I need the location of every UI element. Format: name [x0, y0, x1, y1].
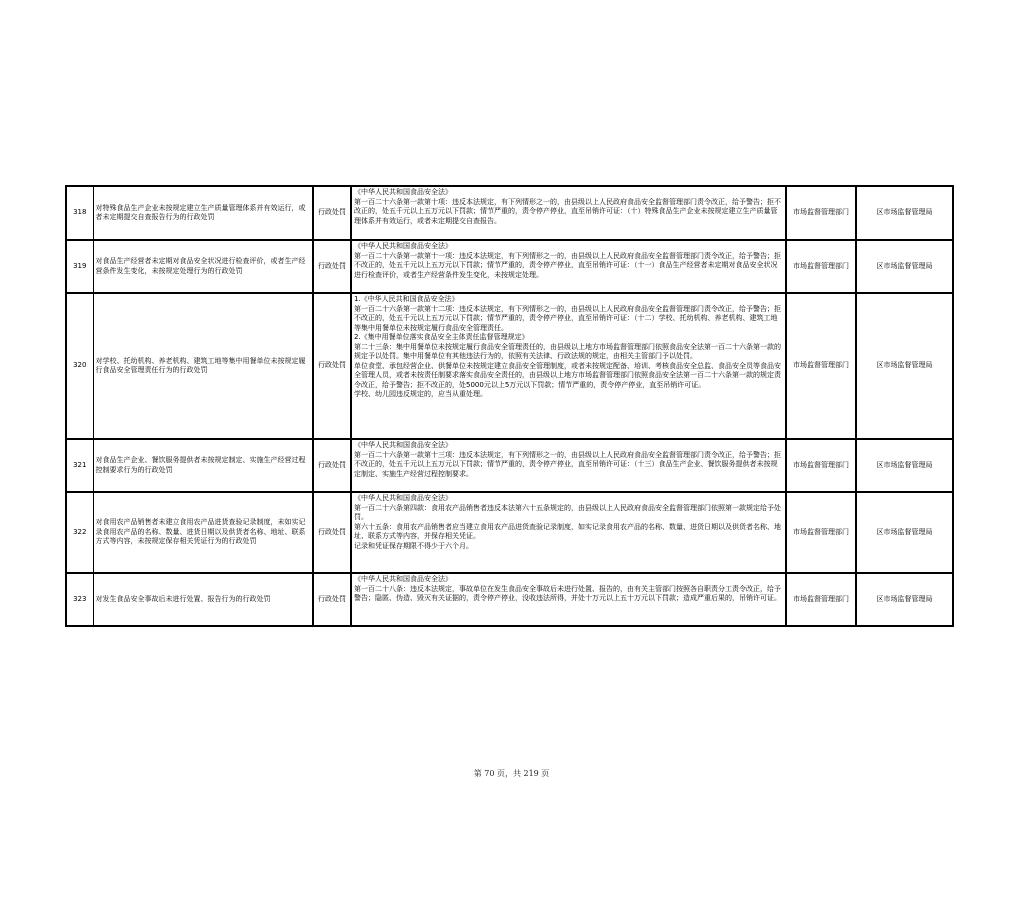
item-number: 323	[66, 573, 93, 626]
responsible-department: 市场监督管理部门	[786, 439, 856, 492]
table-row	[66, 293, 953, 439]
responsible-department: 市场监督管理部门	[786, 492, 856, 573]
table-body	[66, 186, 953, 626]
responsible-department: 市场监督管理部门	[786, 573, 856, 626]
basis-line: 第一百二十八条：违反本法规定，事故单位在发生食品安全事故后未进行处置、报告的，由有关主管部门按照各自职责分工责令改正，给予警告；隐匿、伪造、毁灭有关证据的，责令停产停业，没收违法所得，并处十万元以上五十万元以下罚款；造成严重后果的，吊销许可证。	[354, 584, 781, 602]
item-name: 对学校、托幼机构、养老机构、建筑工地等集中用餐单位未按规定履行食品安全管理责任行为的行政处罚	[93, 293, 313, 439]
table-row	[66, 186, 953, 240]
table-row	[66, 240, 953, 293]
legal-basis	[351, 573, 786, 626]
basis-line: 《中华人民共和国食品安全法》	[354, 441, 452, 449]
responsible-department: 市场监督管理部门	[786, 293, 856, 439]
basis-line: 第一百二十六条第四款：食用农产品销售者违反本法第六十五条规定的，由县级以上人民政府食品安全监督管理部门依照第一款规定给予处罚。	[354, 503, 781, 521]
basis-line: 《中华人民共和国食品安全法》	[354, 242, 452, 250]
item-type: 行政处罚	[313, 293, 351, 439]
basis-line: 单位食堂、承包经营企业、供餐单位未按规定建立食品安全管理制度，或者未按规定配备、培训、考核食品安全总监、食品安全员等食品安全管理人员，或者未按责任制要求落实食品安全责任的，由县级以上地方市场监督管理部门依照食品安全法第一百二十六条第一款的规定责令改正，给予警告；拒不改正的，处5000元以上5万元以下罚款；情节严重的，责令停产停业，直至吊销许可证。	[354, 361, 781, 389]
responsible-department: 市场监督管理部门	[786, 240, 856, 293]
item-type: 行政处罚	[313, 439, 351, 492]
table-row	[66, 492, 953, 573]
item-name: 对食品生产经营者未定期对食品安全状况进行检查评价，或者生产经营条件发生变化，未按规定处理行为的行政处罚	[93, 240, 313, 293]
basis-line: 《中华人民共和国食品安全法》	[354, 494, 452, 502]
responsible-department: 市场监督管理部门	[786, 186, 856, 240]
implementing-unit: 区市场监督管理局	[856, 492, 953, 573]
item-number: 319	[66, 240, 93, 293]
item-type: 行政处罚	[313, 186, 351, 240]
implementing-unit: 区市场监督管理局	[856, 240, 953, 293]
item-type: 行政处罚	[313, 492, 351, 573]
item-type: 行政处罚	[313, 240, 351, 293]
basis-line: 第一百二十六条第一款第十三项：违反本法规定，有下列情形之一的，由县级以上人民政府食品安全监督管理部门责令改正，给予警告；拒不改正的，处五千元以上五万元以下罚款；情节严重的，责令停产停业，直至吊销许可证：（十三）食品生产企业、餐饮服务提供者未按规定制定、实施生产经营过程控制要求。	[354, 450, 781, 478]
power-list-table	[65, 185, 954, 627]
basis-line: 学校、幼儿园违反规定的，应当从重处理。	[354, 390, 487, 398]
page-number: 第 70 页，共 219 页	[473, 769, 550, 778]
basis-line: 第六十五条：食用农产品销售者应当建立食用农产品进货查验记录制度，如实记录食用农产品的名称、数量、进货日期以及供货者名称、地址、联系方式等内容，并保存相关凭证。	[354, 522, 781, 540]
table-row	[66, 439, 953, 492]
item-number: 322	[66, 492, 93, 573]
table-row	[66, 573, 953, 626]
item-number: 318	[66, 186, 93, 240]
basis-line: 《中华人民共和国食品安全法》	[354, 575, 452, 583]
basis-line: 第一百二十六条第一款第十项：违反本法规定，有下列情形之一的，由县级以上人民政府食品安全监督管理部门责令改正，给予警告；拒不改正的，处五千元以上五万元以下罚款；情节严重的，责令停产停业，直至吊销许可证：（十）特殊食品生产企业未按规定建立生产质量管理体系并有效运行，或者未定期提交自查报告。	[354, 197, 781, 225]
basis-line: 1.《中华人民共和国食品安全法》	[354, 295, 459, 303]
item-number: 320	[66, 293, 93, 439]
item-name: 对特殊食品生产企业未按规定建立生产质量管理体系并有效运行，或者未定期提交自查报告行为的行政处罚	[93, 186, 313, 240]
basis-line: 《中华人民共和国食品安全法》	[354, 188, 452, 196]
item-name: 对食品生产企业、餐饮服务提供者未按规定制定、实施生产经营过程控制要求行为的行政处罚	[93, 439, 313, 492]
legal-basis	[351, 240, 786, 293]
legal-basis	[351, 492, 786, 573]
basis-line: 2.《集中用餐单位落实食品安全主体责任监督管理规定》	[354, 333, 529, 341]
implementing-unit: 区市场监督管理局	[856, 186, 953, 240]
legal-basis	[351, 293, 786, 439]
implementing-unit: 区市场监督管理局	[856, 293, 953, 439]
item-name: 对发生食品安全事故后未进行处置、报告行为的行政处罚	[93, 573, 313, 626]
implementing-unit: 区市场监督管理局	[856, 573, 953, 626]
implementing-unit: 区市场监督管理局	[856, 439, 953, 492]
item-type: 行政处罚	[313, 573, 351, 626]
legal-basis	[351, 186, 786, 240]
basis-line: 记录和凭证保存期限不得少于六个月。	[354, 541, 473, 550]
basis-line: 第二十三条：集中用餐单位未按规定履行食品安全管理责任的，由县级以上地方市场监督管理部门依照食品安全法第一百二十六条第一款的规定予以处罚。集中用餐单位有其他违法行为的，依照有关法律、行政法规的规定，由相关主管部门予以处罚。	[354, 342, 781, 360]
item-name: 对食用农产品销售者未建立食用农产品进货查验记录制度，未如实记录食用农产品的名称、数量、进货日期以及供货者名称、地址、联系方式等内容，未按规定保存相关凭证行为的行政处罚	[93, 492, 313, 573]
item-number: 321	[66, 439, 93, 492]
basis-line: 第一百二十六条第一款第十一项：违反本法规定，有下列情形之一的，由县级以上人民政府食品安全监督管理部门责令改正，给予警告；拒不改正的，处五千元以上五万元以下罚款；情节严重的，责令停产停业，直至吊销许可证：（十一）食品生产经营者未定期对食品安全状况进行检查评价，或者生产经营条件发生变化，未按规定处理。	[354, 251, 781, 279]
basis-line: 第一百二十六条第一款第十二项：违反本法规定，有下列情形之一的，由县级以上人民政府食品安全监督管理部门责令改正，给予警告；拒不改正的，处五千元以上五万元以下罚款；情节严重的，责令停产停业，直至吊销许可证：（十二）学校、托幼机构、养老机构、建筑工地等集中用餐单位未按规定履行食品安全管理责任。	[354, 304, 781, 332]
legal-basis	[351, 439, 786, 492]
